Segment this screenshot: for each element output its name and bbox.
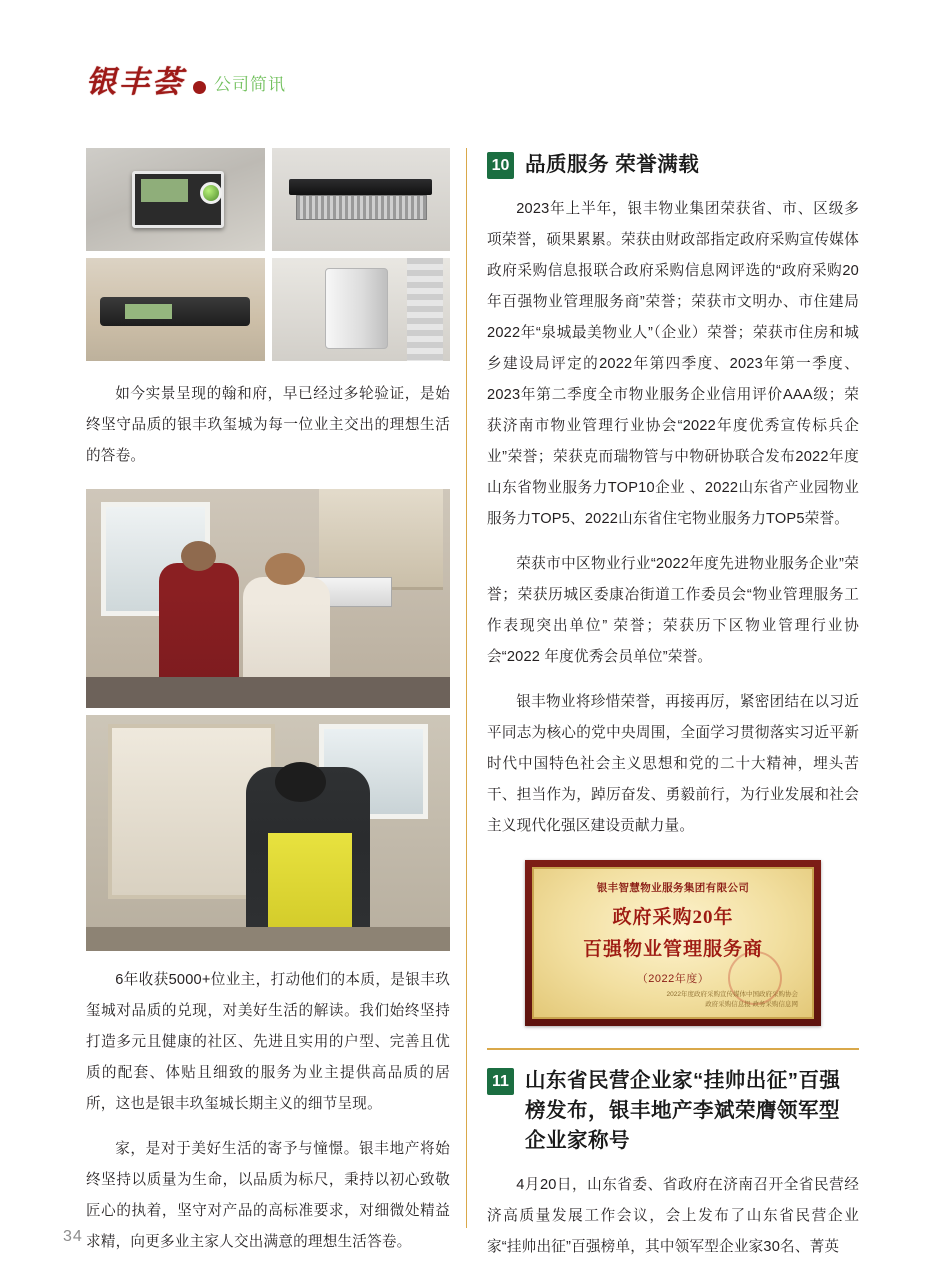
photo-control-panel [86,258,265,361]
right-column [487,148,859,1263]
plaque-footer-line-2: 政府采购信息报 政务采购信息网 [705,1001,798,1008]
section-title-11: 山东省民营企业家“挂帅出征”百强榜发布，银丰地产李斌荣膺领军型企业家称号 [525,1069,841,1152]
section-number-badge-10: 10 [487,152,514,179]
masthead [86,68,286,98]
photo-range-hood [272,148,451,251]
plaque-year: （2022年度） [636,973,710,985]
section-heading-11 [487,1066,859,1156]
photo-water-heater [272,258,451,361]
section11-paragraph-1: 4月20日，山东省委、省政府在济南召开全省民营经济高质量发展工作会议，会上发布了山东省民营企业家“挂帅出征”百强榜单，其中领军型企业家30名、菁英 [487,1177,859,1255]
indicator-dot-icon [200,182,222,204]
left-paragraph-3: 家，是对于美好生活的寄予与憧憬。银丰地产将始终坚持以质量为生命，以品质为标尺，秉持以初心致敬匠心的执着，坚守对产品的高标准要求，对细微处精益求精，向更多业主家人交出满意的理想生活答卷。 [86,1141,450,1250]
left-column [86,148,450,1258]
award-plaque-frame [525,860,821,1026]
award-plaque-figure [487,860,859,1026]
plaque-footer [667,990,798,1010]
photo-counter-detail [86,927,450,951]
masthead-subtitle: 公司简讯 [214,75,286,94]
section10-paragraph-3: 银丰物业将珍惜荣誉，再接再厉，紧密团结在以习近平同志为核心的党中央周围，全面学习贯彻落实习近平新时代中国特色社会主义思想和党的二十大精神，埋头苦干、担当作为，踔厉奋发、勇毅前行，为行业发展和社会主义现代化强区建设贡献力量。 [487,694,859,834]
photo-worker-installing [86,715,450,951]
photo-grid [86,148,450,361]
section-number-badge-11: 11 [487,1068,514,1095]
section-rule [487,1048,859,1050]
section-title-10: 品质服务 荣誉满载 [525,153,700,176]
photo-floor-detail [86,677,450,708]
section-heading-10 [487,150,859,180]
plaque-line-1: 政府采购20年 [612,907,734,928]
photo-smart-panel [86,148,265,251]
plaque-organization: 银丰智慧物业服务集团有限公司 [596,882,750,894]
plaque-footer-line-1: 2022年度政府采购宣传媒体中国政府采购协会 [666,991,798,998]
left-paragraph-2: 6年收获5000+位业主，打动他们的本质，是银丰玖玺城对品质的兑现，对美好生活的解读。我们始终坚持打造多元且健康的社区、先进且实用的户型、完善且优质的配套、体贴且细致的服务为业主提供高品质的居所，这也是银丰玖玺城长期主义的细节呈现。 [86,972,450,1112]
photo-inspection-team [86,489,450,708]
plaque-line-2: 百强物业管理服务商 [582,939,763,960]
award-plaque-inner [532,867,814,1019]
circle-mark-icon [193,81,206,94]
section10-paragraph-1: 2023年上半年，银丰物业集团荣获省、市、区级多项荣誉，硕果累累。荣获由财政部指定政府采购宣传媒体政府采购信息报联合政府采购信息网评选的“政府采购20年百强物业管理服务商”荣誉；荣获市文明办、市住建局2022年“泉城最美物业人”（企业）荣誉；荣获市住房和城乡建设局评定的2022年第四季度、2023年第一季度、2023年第二季度全市物业服务企业信用评价AAA级；荣获济南市物业管理行业协会“2022年度优秀宣传标兵企业”荣誉；荣获克而瑞物管与中物研协联合发布2022年度山东省物业服务力TOP10企业 、2022山东省产业园物业服务力TOP5、2022山东省住宅物业服务力TOP5荣誉。 [487,201,859,527]
section10-paragraph-2: 荣获市中区物业行业“2022年度先进物业服务企业”荣誉；荣获历城区委康冶街道工作委员会“物业管理服务工作表现突出单位” 荣誉；荣获历下区物业管理行业协会“2022 年度优秀会员单位”荣誉。 [487,556,859,665]
page-number: 34 [63,1228,83,1245]
left-paragraph-1: 如今实景呈现的翰和府，早已经过多轮验证，是始终坚守品质的银丰玖玺城为每一位业主交出的理想生活的答卷。 [86,386,450,464]
column-divider [466,148,467,1228]
photo-cabinet-detail [319,489,443,590]
masthead-logo: 银丰荟 [86,66,185,99]
